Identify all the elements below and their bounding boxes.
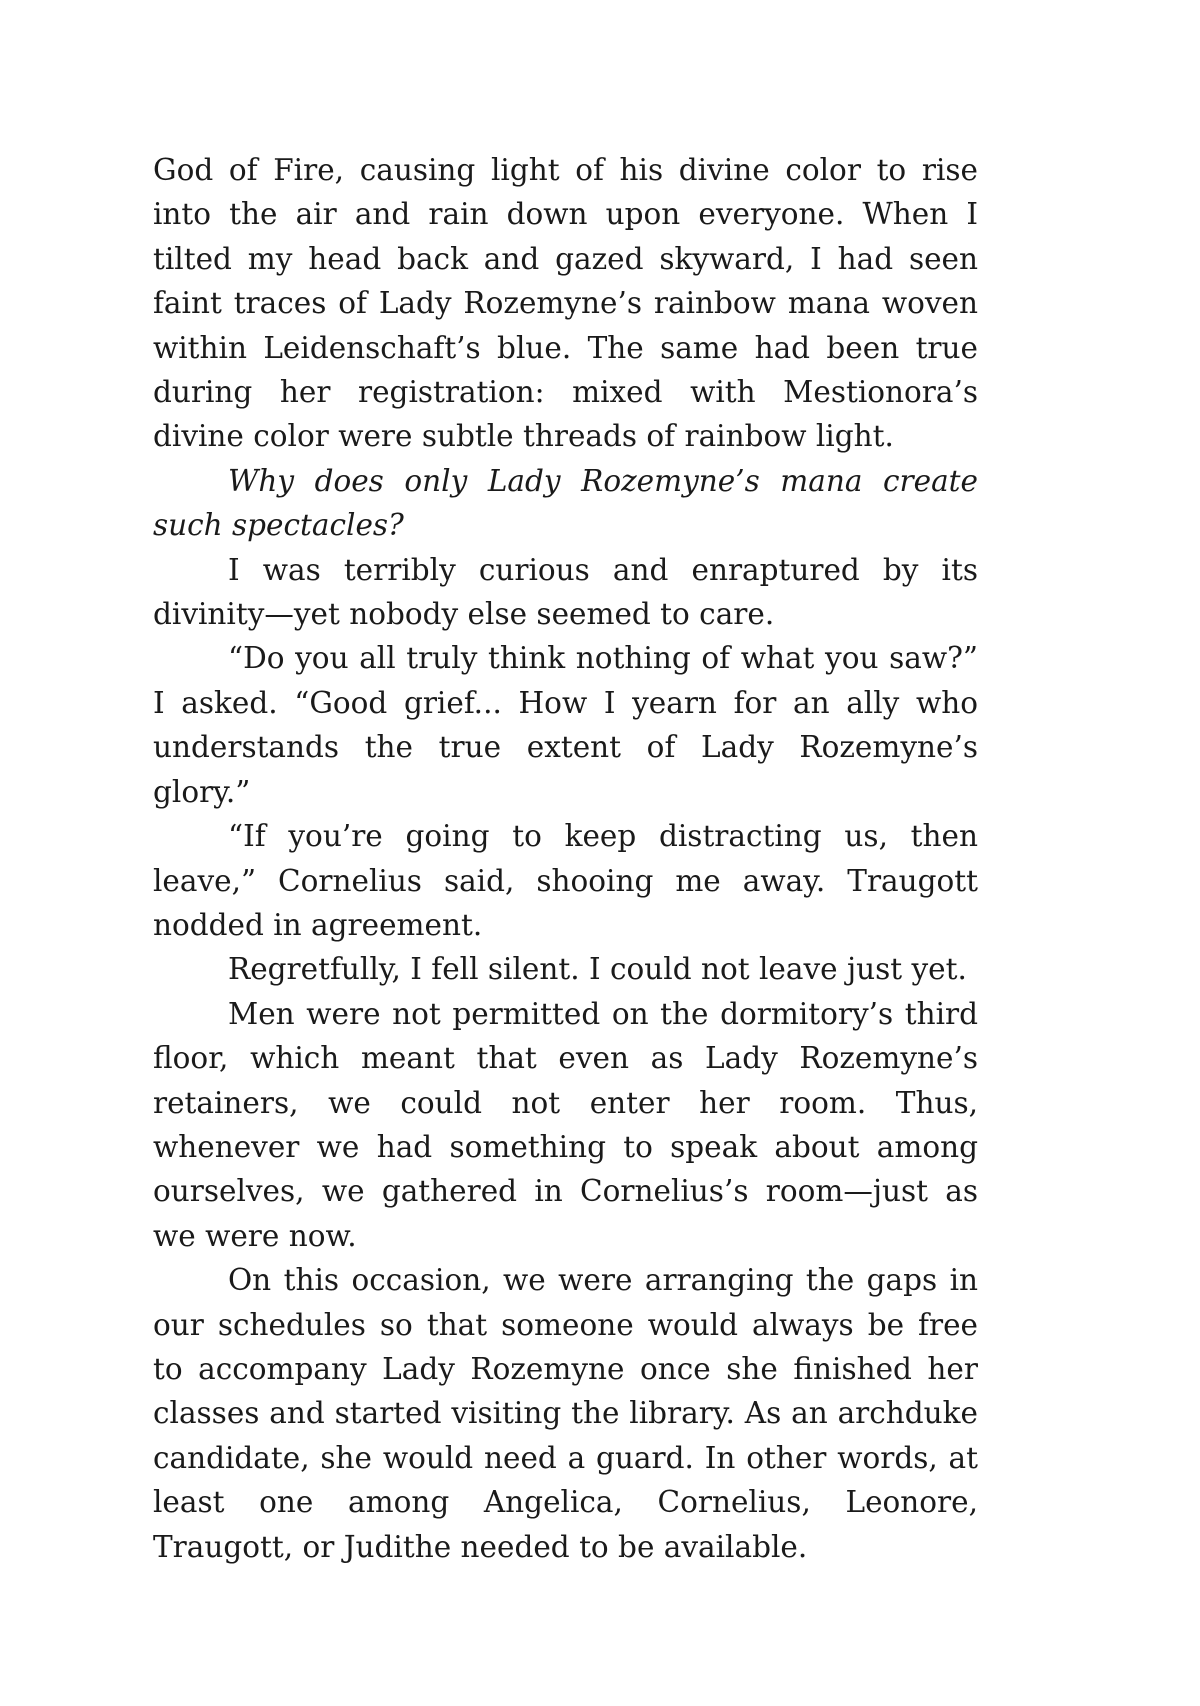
paragraph-5-dialogue: “If you’re going to keep distracting us, then leave,” Cornelius said, shooing me away. Traugott nodded in agreement. — [153, 819, 978, 942]
page-text — [153, 148, 978, 1569]
paragraph-7: Men were not permitted on the dormitory’s third floor, which meant that even as Lady Rozemyne’s retainers, we could not enter her room. Thus, whenever we had something to speak about among ourselves, we gathered in Cornelius’s room—just as we were now. — [153, 996, 978, 1253]
paragraph-4-dialogue: “Do you all truly think nothing of what you saw?” I asked. “Good grief... How I yearn for an ally who understands the true extent of Lady Rozemyne’s glory.” — [153, 641, 978, 809]
paragraph-1: God of Fire, causing light of his divine color to rise into the air and rain down upon everyone. When I tilted my head back and gazed skyward, I had seen faint traces of Lady Rozemyne’s rainbow mana woven within Leidenschaft’s blue. The same had been true during her registration: mixed with Mestionora’s divine color were subtle threads of rainbow light. — [153, 153, 978, 454]
paragraph-6: Regretfully, I fell silent. I could not leave just yet. — [228, 952, 967, 987]
paragraph-2-thought: Why does only Lady Rozemyne’s mana create such spectacles? — [153, 463, 978, 543]
paragraph-3: I was terribly curious and enraptured by its divinity—yet nobody else seemed to care. — [153, 552, 978, 632]
paragraph-8: On this occasion, we were arranging the gaps in our schedules so that someone would always be free to accompany Lady Rozemyne once she finished her classes and started visiting the library. As an archduke candidate, she would need a guard. In other words, at least one among Angelica, Cornelius, Leonore, Traugott, or Judithe needed to be available. — [153, 1263, 978, 1564]
